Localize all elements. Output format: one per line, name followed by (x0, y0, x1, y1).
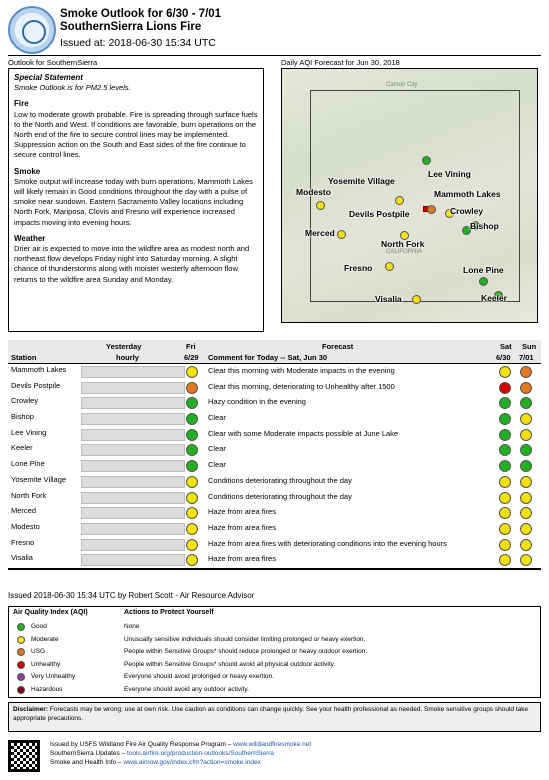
hourly-chart (81, 507, 185, 519)
col-fri: Fri (186, 342, 196, 351)
aqi-legend (8, 606, 541, 698)
station-name: Mammoth Lakes (11, 365, 67, 374)
sun-aqi-dot (520, 507, 532, 519)
station-name: Visalia (11, 553, 33, 563)
table-bottom-rule (8, 568, 541, 570)
sun-aqi-dot (520, 366, 532, 378)
legend-category: Unhealthy (31, 660, 61, 668)
station-name: Merced (11, 506, 37, 516)
sat-aqi-dot (499, 460, 511, 472)
fri-aqi-dot (186, 476, 198, 488)
qr-code-icon[interactable] (8, 740, 40, 772)
header-divider (8, 55, 541, 56)
fri-aqi-dot (186, 444, 198, 456)
disclaimer-label: Disclaimer: (13, 706, 49, 713)
aqi-forecast-map[interactable] (281, 68, 538, 323)
weather-heading: Weather (14, 233, 46, 243)
sun-aqi-dot (520, 476, 532, 488)
disclaimer-text: Forecasts may be wrong; use at own risk. Use caution as conditions can change quickly. See your health professional as needed. Smoke sensitive groups should take appropriate precautions. (13, 706, 529, 722)
sun-aqi-dot (520, 554, 532, 566)
col-sat-date: 6/30 (496, 353, 511, 362)
footer (8, 738, 541, 776)
map-station-label: North Fork (381, 239, 425, 249)
sun-aqi-dot (520, 397, 532, 409)
map-station-label: Lee Vining (428, 169, 471, 179)
hourly-chart (81, 460, 185, 472)
col-fri-date: 6/29 (184, 353, 199, 362)
map-station-marker[interactable] (422, 156, 431, 165)
forecast-comment: Haze from area fires (208, 522, 276, 532)
table-row (8, 364, 541, 380)
legend-row (9, 621, 540, 633)
footer-line-1-text: Issued by USFS Wildland Fire Air Quality Response Program – (50, 741, 234, 748)
station-name: Lee Vining (11, 427, 47, 437)
forecast-comment: Conditions deteriorating throughout the day (208, 491, 352, 501)
map-station-marker[interactable] (479, 277, 488, 286)
sun-aqi-dot (520, 413, 532, 425)
fri-aqi-dot (186, 523, 198, 535)
footer-line-2-text: SouthernSierra Updates – (50, 750, 127, 757)
forecast-comment: Clear this morning with Moderate impacts in the evening (208, 366, 395, 375)
legend-row (9, 671, 540, 683)
sat-aqi-dot (499, 366, 511, 378)
table-row (8, 442, 541, 458)
legend-category: Very Unhealthy (31, 673, 76, 680)
hourly-chart (81, 382, 185, 394)
sat-aqi-dot (499, 539, 511, 551)
footer-line-2 (50, 749, 311, 758)
table-row (8, 427, 541, 443)
legend-category: USG (31, 648, 46, 655)
fri-aqi-dot (186, 382, 198, 394)
fri-aqi-dot (186, 429, 198, 441)
map-station-label: Fresno (344, 263, 373, 273)
forecast-comment: Haze from area fires (208, 554, 276, 564)
fri-aqi-dot (186, 507, 198, 519)
map-station-label: Merced (305, 228, 335, 238)
col-comment: Comment for Today -- Sat, Jun 30 (208, 353, 328, 362)
legend-row (9, 659, 540, 671)
special-statement-text: Smoke Outlook is for PM2.5 levels. (14, 83, 131, 93)
footer-line-1 (50, 740, 311, 749)
fri-aqi-dot (186, 413, 198, 425)
issued-timestamp: Issued at: 2018-06-30 15:34 UTC (60, 37, 216, 49)
sat-aqi-dot (499, 413, 511, 425)
sun-aqi-dot (520, 460, 532, 472)
col-sun-date: 7/01 (519, 353, 534, 362)
legend-row (9, 646, 540, 658)
table-row (8, 521, 541, 537)
map-label: Daily AQI Forecast for Jun 30, 2018 (281, 58, 400, 67)
station-name: Keeler (11, 443, 33, 453)
sat-aqi-dot (499, 444, 511, 456)
fri-aqi-dot (186, 397, 198, 409)
forecast-comment: Clear with some Moderate impacts possible at June Lake (208, 428, 399, 438)
lions-club-seal-icon (8, 6, 56, 54)
disclaimer-box (8, 702, 541, 732)
title-line-2: SouthernSierra Lions Fire (60, 21, 202, 33)
legend-category: Moderate (31, 635, 59, 643)
sat-aqi-dot (499, 476, 511, 488)
sat-aqi-dot (499, 507, 511, 519)
map-station-marker[interactable] (385, 262, 394, 271)
forecast-comment: Clear (208, 413, 226, 423)
hourly-chart (81, 523, 185, 535)
forecast-comment: Hazy condition in the evening (208, 397, 306, 407)
hourly-chart (81, 476, 185, 488)
legend-col-actions: Actions to Protect Yourself (124, 609, 214, 616)
report-header (8, 6, 541, 56)
fire-heading: Fire (14, 99, 29, 109)
map-station-label: Yosemite Village (328, 176, 395, 186)
station-name: Fresno (11, 537, 35, 547)
map-station-label: Lone Pine (463, 265, 504, 275)
map-station-marker[interactable] (316, 201, 325, 210)
station-forecast-table (8, 340, 541, 570)
legend-category: Hazardous (31, 685, 63, 693)
legend-action: People within Sensitive Groups* should avoid all physical outdoor activity. (124, 660, 336, 668)
map-station-marker[interactable] (395, 196, 404, 205)
issued-by: Issued 2018-06-30 15:34 UTC by Robert Scott - Air Resource Advisor (8, 591, 255, 600)
map-station-marker[interactable] (412, 295, 421, 304)
legend-category: Good (31, 623, 47, 630)
forecast-comment: Haze from area fires (208, 507, 276, 517)
station-name: Yosemite Village (11, 474, 67, 484)
map-station-label: Visalia (375, 294, 402, 304)
legend-action: Everyone should avoid any outdoor activity. (124, 685, 249, 693)
airnow-link[interactable]: www.airnow.gov/index.cfm?action=smoke.index (123, 759, 261, 766)
legend-aqi-dot (17, 686, 25, 694)
sun-aqi-dot (520, 444, 532, 456)
hourly-chart (81, 444, 185, 456)
forecast-comment: Conditions deteriorating throughout the day (208, 475, 352, 485)
map-station-label: Bishop (470, 221, 499, 231)
outlook-box (8, 68, 264, 332)
hourly-chart (81, 429, 185, 441)
col-station: Station (11, 353, 37, 362)
sat-aqi-dot (499, 492, 511, 504)
station-name: Crowley (11, 396, 39, 406)
table-row (8, 380, 541, 396)
sun-aqi-dot (520, 492, 532, 504)
hourly-chart (81, 397, 185, 409)
col-yesterday: Yesterday (106, 342, 142, 351)
sat-aqi-dot (499, 429, 511, 441)
station-name: North Fork (11, 490, 47, 500)
fire-text: Low to moderate growth probable. Fire is spreading through surface fuels to the North and West. If conditions are favorable, burn operations on the North end of the fire to secure control lines may be implemented. Suppression action on the South and East sides of the fire continue to secure control lines. (14, 109, 258, 160)
sun-aqi-dot (520, 539, 532, 551)
fri-aqi-dot (186, 554, 198, 566)
sun-aqi-dot (520, 523, 532, 535)
forecast-comment: Clear (208, 444, 226, 454)
legend-col-aqi: Air Quality Index (AQI) (13, 609, 88, 616)
legend-action: Everyone should avoid prolonged or heavy exertion. (124, 673, 274, 680)
sat-aqi-dot (499, 382, 511, 394)
updates-link[interactable]: tools.airfire.org/production-outlooks/SouthernSierra (126, 750, 275, 757)
fri-aqi-dot (186, 366, 198, 378)
map-bg-label: CALIFORNIA (386, 249, 423, 255)
legend-aqi-dot (17, 623, 25, 631)
legend-action: People within Sensitive Groups* should reduce prolonged or heavy outdoor exertion. (124, 648, 368, 655)
hourly-chart (81, 554, 185, 566)
sat-aqi-dot (499, 554, 511, 566)
col-sun: Sun (522, 342, 537, 351)
wildlandfiresmoke-link[interactable]: www.wildlandfiresmoke.net (233, 741, 312, 748)
map-station-label: Devils Postpile (349, 209, 410, 219)
legend-row (9, 634, 540, 646)
table-row (8, 490, 541, 506)
map-bg-label: Carson City (386, 82, 418, 88)
hourly-chart (81, 413, 185, 425)
station-name: Devils Postpile (11, 380, 61, 390)
table-row (8, 537, 541, 553)
legend-action: Unusually sensitive individuals should consider limiting prolonged or heavy exertion. (124, 635, 366, 643)
smoke-text: Smoke output will increase today with burn operations. Mammoth Lakes will likely remain in Good conditions throughout the day with a pulse of smoke near sundown. Eastern Sacramento Valley locations including North Fork, Mariposa, Clovis and Fresno will experience increased impacts moving into evening hours. (14, 176, 253, 227)
report-title (60, 8, 221, 34)
station-name: Modesto (11, 521, 40, 531)
weather-text: Drier air is expected to move into the wildfire area as modest north and northeast flow develops Friday night into Saturday morning. A slight chance of thunderstorms along with moister westerly afternoon flow returns to the wildfire area Sunday and Monday. (14, 244, 250, 284)
sat-aqi-dot (499, 523, 511, 535)
forecast-comment: Clear (208, 460, 226, 470)
legend-row (9, 684, 540, 696)
legend-aqi-dot (17, 673, 25, 681)
hourly-chart (81, 539, 185, 551)
table-row (8, 505, 541, 521)
col-forecast: Forecast (322, 342, 354, 351)
map-station-marker[interactable] (427, 205, 436, 214)
legend-aqi-dot (17, 636, 25, 644)
fri-aqi-dot (186, 539, 198, 551)
smoke-heading: Smoke (14, 166, 41, 176)
footer-line-3-text: Smoke and Health Info – (50, 759, 124, 766)
hourly-chart (81, 492, 185, 504)
map-station-label: Modesto (296, 187, 331, 197)
forecast-comment: Haze from area fires with deteriorating conditions into the evening hours (208, 538, 447, 548)
legend-action: None (124, 623, 140, 630)
table-row (8, 552, 541, 568)
map-station-label: Crowley (450, 206, 484, 216)
fri-aqi-dot (186, 492, 198, 504)
table-row (8, 458, 541, 474)
legend-aqi-dot (17, 648, 25, 656)
special-statement-heading: Special Statement (14, 73, 83, 82)
station-name: Bishop (11, 412, 34, 422)
table-row (8, 474, 541, 490)
sun-aqi-dot (520, 382, 532, 394)
fri-aqi-dot (186, 460, 198, 472)
legend-aqi-dot (17, 661, 25, 669)
footer-lines (50, 740, 311, 767)
map-station-label: Keeler (481, 293, 507, 303)
map-station-label: Mammoth Lakes (434, 189, 501, 199)
title-line-1: Smoke Outlook for 6/30 - 7/01 (60, 8, 222, 20)
hourly-chart (81, 366, 185, 378)
table-row (8, 395, 541, 411)
table-header (8, 340, 541, 364)
footer-line-3 (50, 758, 311, 767)
map-station-marker[interactable] (337, 230, 346, 239)
sun-aqi-dot (520, 429, 532, 441)
station-name: Lone Pine (11, 459, 45, 469)
col-sat: Sat (500, 342, 512, 351)
col-hourly: hourly (116, 353, 139, 362)
sat-aqi-dot (499, 397, 511, 409)
outlook-label: Outlook for SouthernSierra (8, 58, 98, 67)
forecast-comment: Clear this morning, deteriorating to Unhealthy after 1500 (208, 381, 395, 391)
table-row (8, 411, 541, 427)
